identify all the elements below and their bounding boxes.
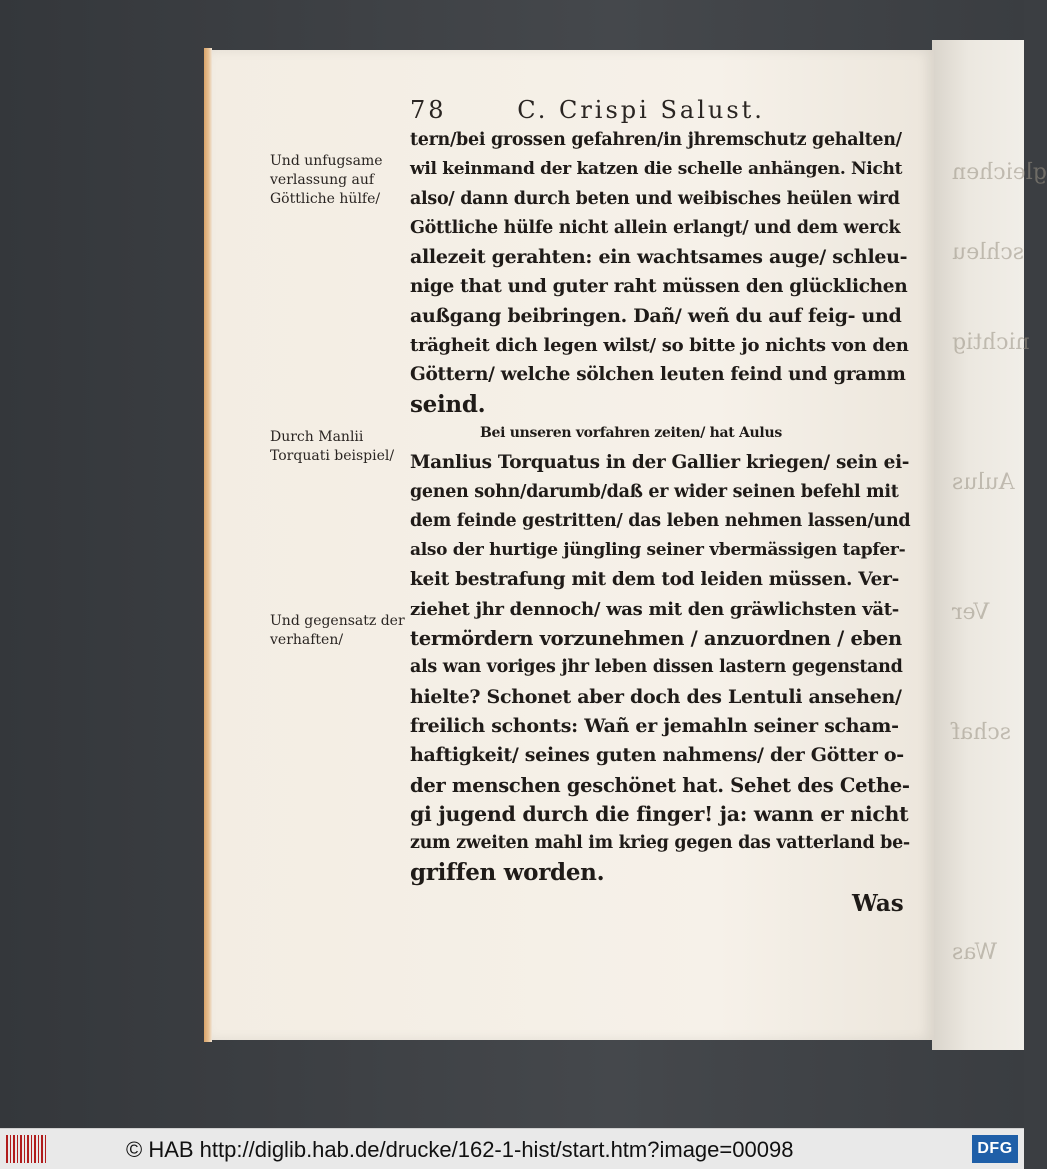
text-line: genen sohn/darumb/daß er wider seinen befehl mit [410, 481, 899, 502]
text-line: griffen worden. [410, 859, 605, 887]
margin-note-line: Und gegensatz der [270, 613, 405, 629]
text-line: tern/bei grossen gefahren/in jhremschutz gehalten/ [410, 130, 902, 150]
barcode-logo-icon [6, 1135, 46, 1163]
body-text [410, 126, 910, 888]
text-line: zum zweiten mahl im krieg gegen das vatterland be- [410, 833, 910, 854]
text-line: als wan voriges jhr leben dissen lastern gegenstand [410, 657, 903, 678]
page-number: 78 [410, 96, 447, 124]
margin-note-line: Göttliche hülfe/ [270, 191, 381, 207]
bleed-through-text: Was [952, 940, 998, 965]
margin-note-line: Und unfugsame [270, 153, 383, 169]
running-head [410, 96, 840, 128]
bleed-through-text: Ver [952, 600, 990, 625]
text-line: termördern vorzunehmen / anzuordnen / eben [410, 627, 902, 651]
bleed-through-text: schaf [952, 720, 1012, 745]
source-credit: © HAB http://diglib.hab.de/drucke/162-1-hist/start.htm?image=00098 [126, 1137, 794, 1162]
margin-note-line: verhaften/ [270, 632, 344, 648]
margin-note-line: Durch Manlii [270, 429, 364, 445]
text-line: dem feinde gestritten/ das leben nehmen lassen/und [410, 510, 911, 531]
text-line: allezeit gerahten: ein wachtsames auge/ schleu- [410, 246, 908, 269]
page-gutter-edge [204, 48, 212, 1042]
catchword: Was [852, 890, 904, 917]
text-line: Manlius Torquatus in der Gallier kriegen/ sein ei- [410, 452, 910, 474]
text-line: der menschen geschönet hat. Sehet des Cethe- [410, 773, 910, 797]
bleed-through-text: nichtig [952, 330, 1030, 355]
viewer-footer [0, 1128, 1024, 1169]
bleed-through-text: schleu [952, 240, 1025, 265]
text-line: nige that und guter raht müssen den glücklichen [410, 276, 908, 298]
text-line: ziehet jhr dennoch/ was mit den gräwlichsten vät- [410, 598, 899, 620]
margin-note-3 [270, 612, 405, 650]
bleed-through-text: Aulus [952, 470, 1015, 495]
bleed-through-text: gleichen [952, 160, 1047, 185]
text-line: außgang beibringen. Dañ/ weñ du auf feig- und [410, 304, 902, 327]
text-line: also der hurtige jüngling seiner vbermässigen tapfer- [410, 540, 906, 561]
text-line: haftigkeit/ seines guten nahmens/ der Götter o- [410, 744, 904, 767]
text-line: trägheit dich legen wilst/ so bitte jo nichts von den [410, 335, 909, 357]
margin-note-line: Torquati beispiel/ [270, 448, 395, 464]
margin-note-2 [270, 428, 405, 466]
text-line: Göttliche hülfe nicht allein erlangt/ und dem werck [410, 217, 901, 238]
text-line: freilich schonts: Wañ er jemahln seiner scham- [410, 714, 899, 737]
facing-page-edge [932, 40, 1047, 1050]
dfg-logo: DFG [972, 1135, 1018, 1163]
text-line: wil keinmand der katzen die schelle anhängen. Nicht [410, 159, 903, 180]
text-line: keit bestrafung mit dem tod leiden müssen. Ver- [410, 569, 899, 591]
text-line: hielte? Schonet aber doch des Lentuli ansehen/ [410, 685, 902, 708]
margin-note-line: verlassung auf [270, 172, 375, 188]
text-line: gi jugend durch die finger! ja: wann er nicht [410, 801, 909, 826]
running-head-title: C. Crispi Salust. [517, 96, 765, 124]
text-line: seind. [410, 390, 486, 418]
margin-note-1 [270, 152, 405, 209]
text-line: also/ dann durch beten und weibisches heülen wird [410, 188, 900, 209]
text-line: Göttern/ welche sölchen leuten feind und gramm [410, 364, 906, 386]
text-line: Bei unseren vorfahren zeiten/ hat Aulus [480, 424, 782, 441]
